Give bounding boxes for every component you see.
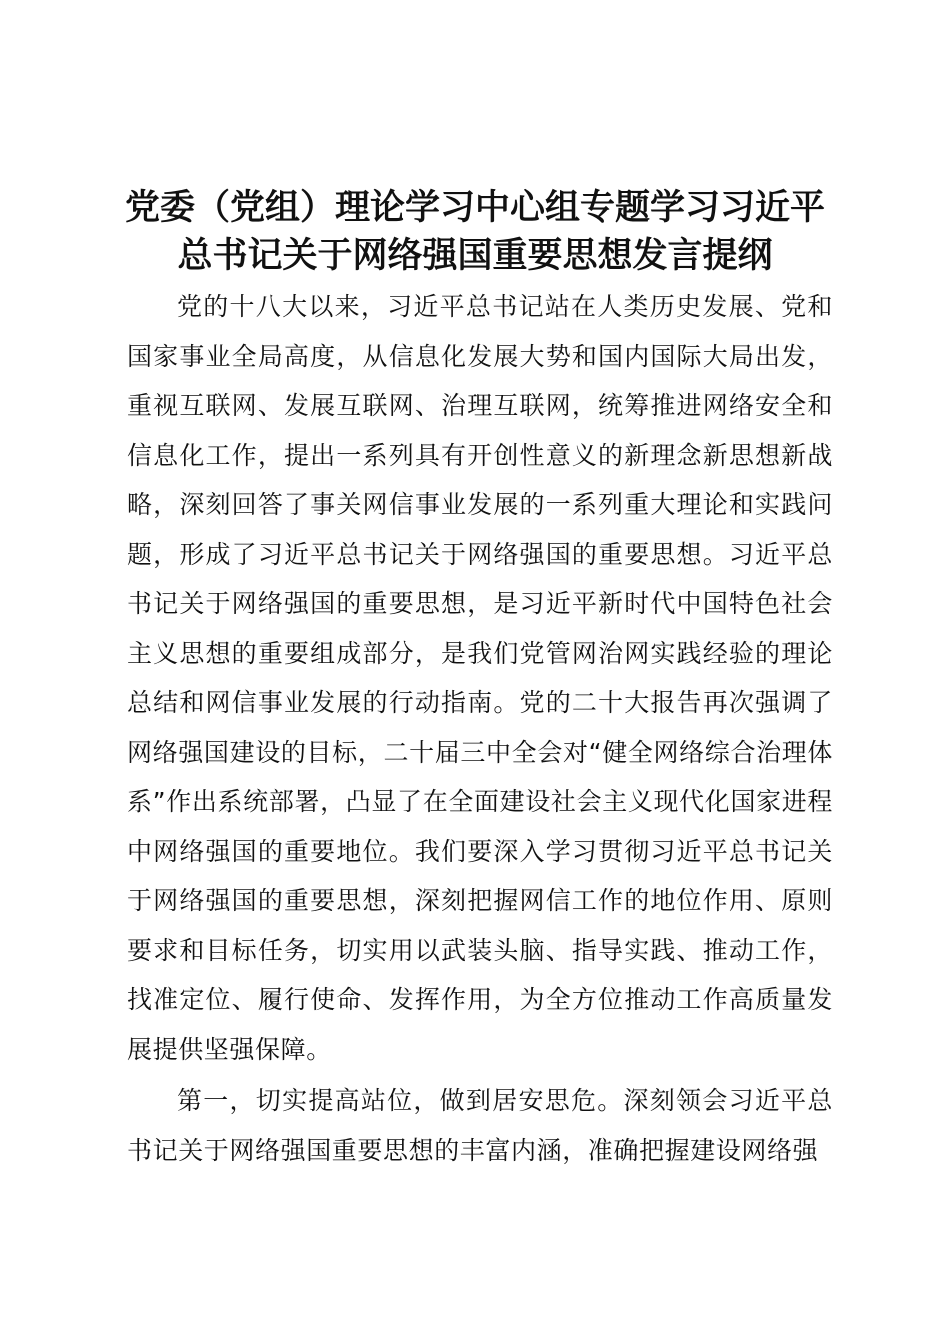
title-line-2: 总书记关于网络强国重要思想发言提纲: [177, 236, 773, 276]
paragraph-first-point: 第一，切实提高站位，做到居安思危。深刻领会习近平总书记关于网络强国重要思想的丰富内涵，准确把握建设网络强: [127, 1086, 833, 1165]
title-line-1: 党委（党组）理论学习中心组专题学习习近平: [124, 188, 825, 228]
document-body: [127, 282, 833, 1175]
paragraph-intro: 党的十八大以来，习近平总书记站在人类历史发展、党和国家事业全局高度，从信息化发展大势和国内国际大局出发，重视互联网、发展互联网、治理互联网，统筹推进网络安全和信息化工作，提出一系列具有开创性意义的新理念新思想新战略，深刻回答了事关网信事业发展的一系列重大理论和实践问题，形成了习近平总书记关于网络强国的重要思想。习近平总书记关于网络强国的重要思想，是习近平新时代中国特色社会主义思想的重要组成部分，是我们党管网治网实践经验的理论总结和网信事业发展的行动指南。党的二十大报告再次强调了网络强国建设的目标，二十届三中全会对“健全网络综合治理体系”作出系统部署，凸显了在全面建设社会主义现代化国家进程中网络强国的重要地位。我们要深入学习贯彻习近平总书记关于网络强国的重要思想，深刻把握网信工作的地位作用、原则要求和目标任务，切实用以武装头脑、指导实践、推动工作，找准定位、履行使命、发挥作用，为全方位推动工作高质量发展提供坚强保障。: [127, 292, 833, 1064]
document-title: [120, 184, 830, 280]
